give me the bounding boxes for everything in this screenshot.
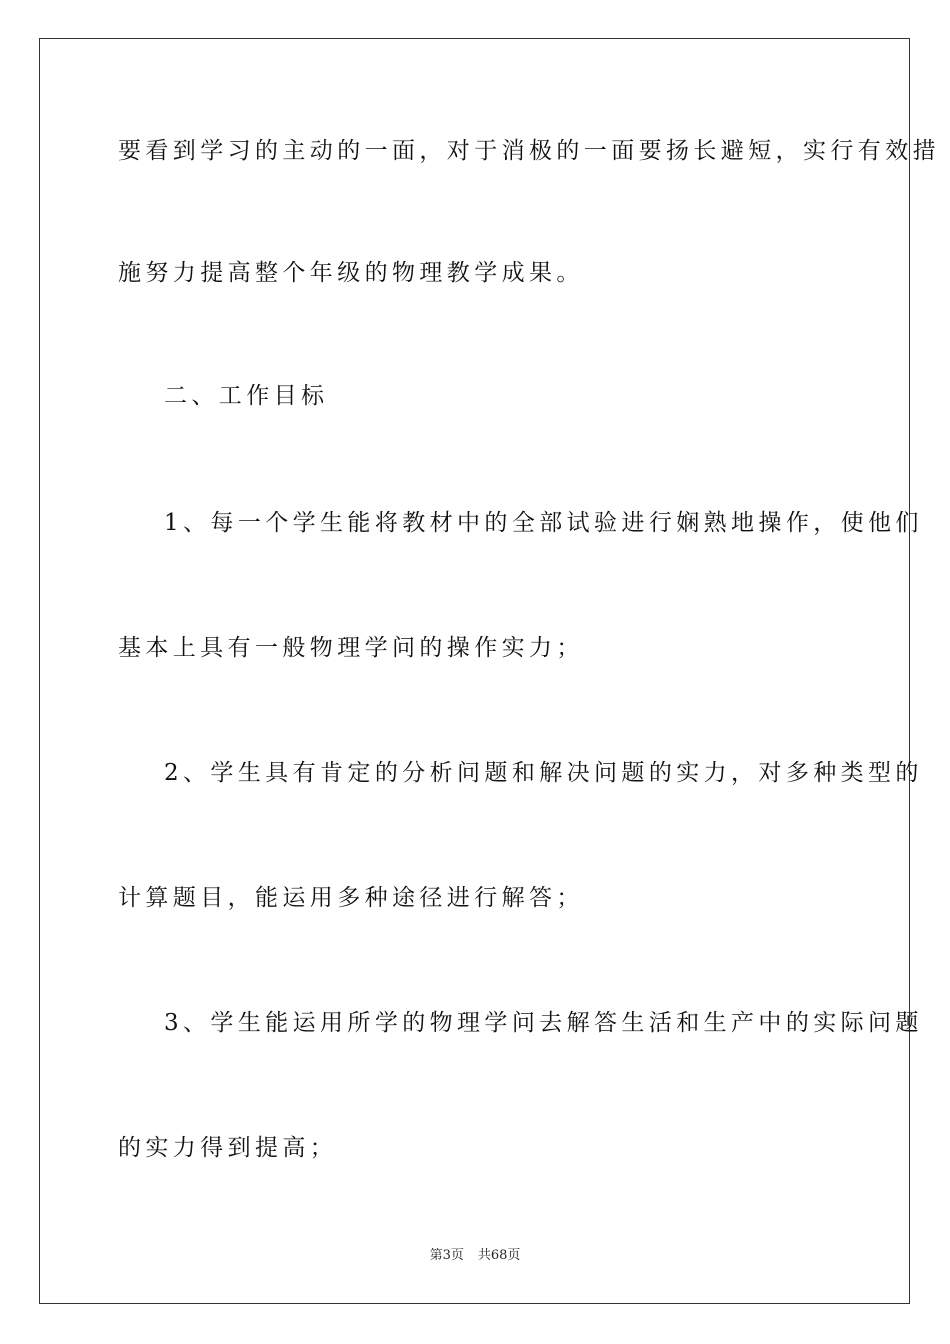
section-heading: 二、工作目标 [164, 383, 329, 409]
list-item-3-line: 3、学生能运用所学的物理学问去解答生活和生产中的实际问题 [164, 1010, 923, 1036]
list-item-2-continuation: 计算题目，能运用多种途径进行解答； [118, 885, 584, 911]
body-text-line: 要看到学习的主动的一面，对于消极的一面要扬长避短，实行有效措 [118, 138, 940, 164]
body-text-line: 施努力提高整个年级的物理教学成果。 [118, 260, 584, 286]
page-total: 共68页 [477, 1248, 521, 1263]
list-item-1-continuation: 基本上具有一般物理学问的操作实力； [118, 635, 584, 661]
page-footer [0, 1247, 950, 1265]
list-item-1-line: 1、每一个学生能将教材中的全部试验进行娴熟地操作，使他们 [164, 510, 923, 536]
list-item-2-line: 2、学生具有肯定的分析问题和解决问题的实力，对多种类型的 [164, 760, 923, 786]
list-item-3-continuation: 的实力得到提高； [118, 1135, 338, 1161]
page-number: 第3页 [429, 1248, 464, 1263]
page-frame [39, 38, 910, 1304]
